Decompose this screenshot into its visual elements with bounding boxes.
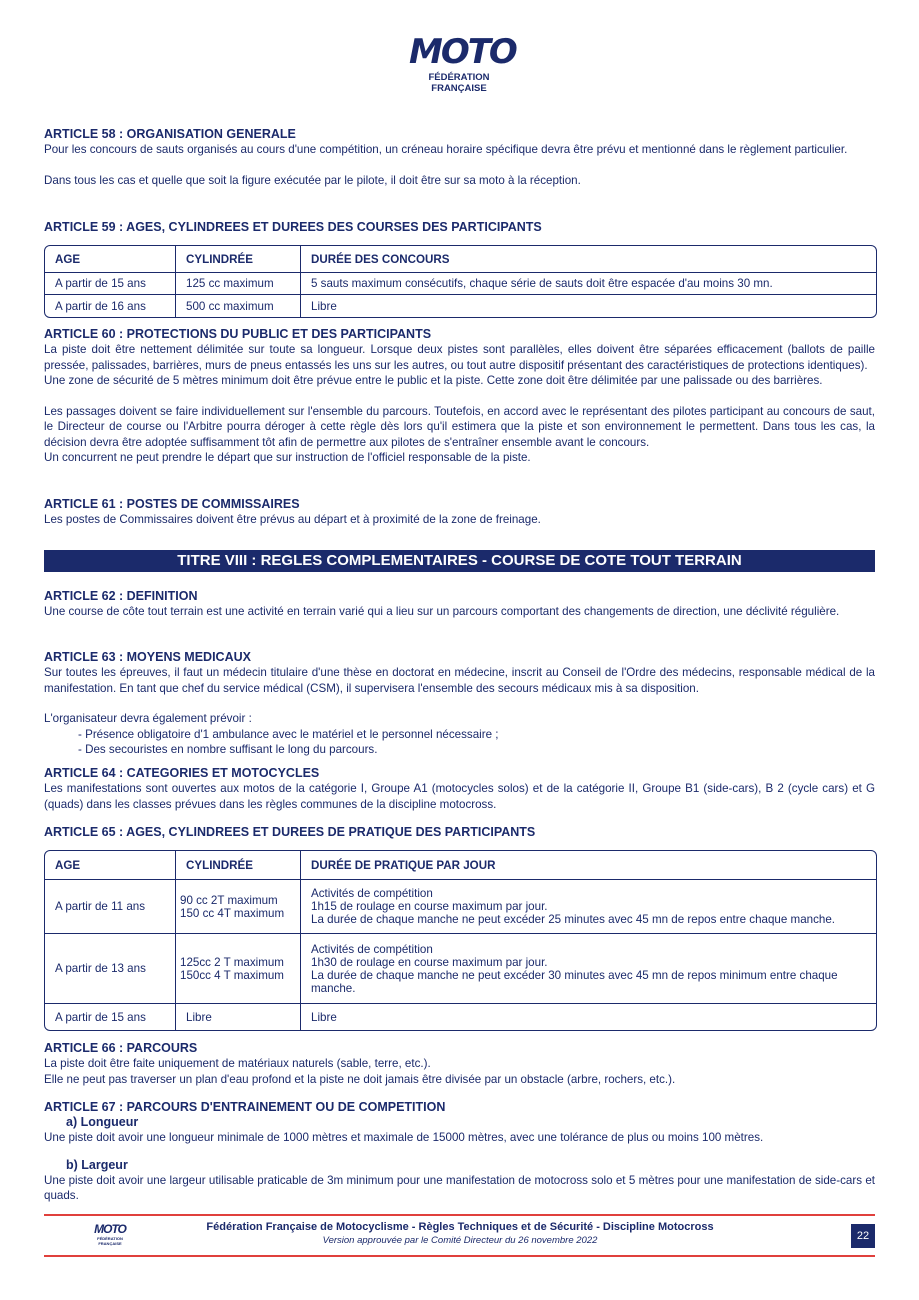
duree-line: 1h30 de roulage en course maximum par jour. [311,955,548,969]
footer-divider-bottom [44,1255,875,1257]
cell-cylindree: Libre [176,1004,301,1030]
cell-cylindree [176,934,301,1004]
table-row [45,273,876,295]
article-64-p1: Les manifestations sont ouvertes aux motos de la catégorie I, Groupe A1 (motocycles solos) et de la catégorie II, Groupe B1 (side-cars), B 2 (cycle cars) et G (quads) dans les classes prévues dans les règles communes de la discipline motocross. [44,782,875,811]
cell-duree: Libre [311,299,337,313]
logo-line1: FÉDÉRATION [428,72,490,83]
article-62 [44,589,875,620]
article-64 [44,766,875,812]
article-58-p2: Dans tous les cas et quelle que soit la figure exécutée par le pilote, il doit être sur sa moto à la réception. [44,173,581,187]
article-66-title: ARTICLE 66 : PARCOURS [44,1041,198,1055]
page-number: 22 [851,1224,875,1248]
duree-line: La durée de chaque manche ne peut excéder 25 minutes avec 45 mn de repos entre chaque manche. [311,913,836,926]
col-age: AGE [45,246,176,273]
col-duree: DURÉE DES CONCOURS [301,246,876,273]
list-item: - Présence obligatoire d'1 ambulance avec le matériel et le personnel nécessaire ; [78,727,499,741]
footer-version: Version approuvée par le Comité Directeur du 26 novembre 2022 [322,1235,598,1246]
footer-logo-sub: FÉDÉRATION FRANÇAISE [97,1236,123,1246]
table-row [45,880,876,934]
cell-age: A partir de 15 ans [45,1004,176,1030]
article-61-p1: Les postes de Commissaires doivent être prévus au départ et à proximité de la zone de freinage. [44,513,541,526]
cell-duree [301,880,876,934]
article-66-p1: La piste doit être faite uniquement de matériaux naturels (sable, terre, etc.). [44,1057,431,1070]
article-63 [44,650,875,758]
logo-moto-text: MOTO [409,32,516,72]
article-64-title: ARTICLE 64 : CATEGORIES ET MOTOCYCLES [44,766,320,780]
cyl-line: 90 cc 2T maximum [180,893,278,907]
cyl-line: 150cc 4 T maximum [180,968,284,982]
list-item: - Des secouristes en nombre suffisant le long du parcours. [78,743,378,756]
article-65-table [44,850,877,1031]
duree-line: Activités de compétition [311,942,433,956]
article-59 [44,220,875,235]
table-row [45,1004,876,1030]
article-60-title: ARTICLE 60 : PROTECTIONS DU PUBLIC ET DES PARTICIPANTS [44,327,432,341]
footer-text [160,1220,760,1248]
article-67-b-text: Une piste doit avoir une largeur utilisable praticable de 3m minimum pour une manifestation de motocross solo et 5 mètres pour une manifestation de side-cars et quads. [44,1173,875,1202]
article-58-p1: Pour les concours de sauts organisés au cours d'une compétition, un créneau horaire spécifique devra être prévu et mentionné dans le règlement particulier. [44,143,848,156]
col-duree: DURÉE DE PRATIQUE PAR JOUR [301,851,876,880]
article-67-a-text: Une piste doit avoir une longueur minimale de 1000 mètres et maximale de 15000 mètres, avec une tolérance de plus ou moins 100 mètres. [44,1131,764,1144]
col-cylindree: CYLINDRÉE [176,246,301,273]
article-62-p1: Une course de côte tout terrain est une activité en terrain varié qui a lieu sur un parcours comportant des changements de direction, une déclivité régulière. [44,605,840,618]
duree-line: Activités de compétition [311,887,433,900]
article-59-title: ARTICLE 59 : AGES, CYLINDREES ET DUREES DES COURSES DES PARTICIPANTS [44,220,542,234]
article-67-a-title: a) Longueur [66,1115,139,1129]
article-66 [44,1041,875,1087]
logo-line2: FRANÇAISE [431,83,487,94]
article-66-p2: Elle ne peut pas traverser un plan d'eau profond et la piste ne doit jamais être divisée par un obstacle (arbre, rochers, etc.). [44,1072,676,1086]
cell-duree: 5 sauts maximum consécutifs, chaque série de sauts doit être espacée d'au moins 30 mn. [301,273,876,295]
footer-logo-moto: MOTO [94,1222,126,1236]
article-59-table [44,245,877,318]
article-60-p2: Une zone de sécurité de 5 mètres minimum doit être prévue entre le public et la piste. Cette zone doit être délimitée par une palissade ou des barrières. [44,374,823,387]
cell-duree: Libre [311,1010,337,1024]
cell-age: A partir de 15 ans [45,273,176,295]
cell-duree [301,934,876,1004]
article-60-p4: Un concurrent ne peut prendre le départ que sur instruction de l'officiel responsable de la piste. [44,451,531,464]
cell-cylindree [176,880,301,934]
article-60-p1: La piste doit être nettement délimitée sur toute sa longueur. Lorsque deux pistes sont parallèles, elles doivent être séparées efficacement (ballots de paille pressée, palissades, barrières, murs de pneus entassés les uns sur les autres, ou tout autre dispositif présentant des caractéristiques de protections identiques). [44,343,875,372]
footer-logo [92,1222,128,1246]
cell-cylindree: 500 cc maximum [176,295,301,317]
cyl-line: 150 cc 4T maximum [180,906,285,920]
cell-age: A partir de 16 ans [45,295,176,317]
table-row [45,934,876,1004]
article-61 [44,497,875,528]
article-60-p3: Les passages doivent se faire individuellement sur l'ensemble du parcours. Toutefois, en accord avec le représentant des pilotes participant au concours de saut, le Directeur de course ou l'Arbitre pourra déroger à cette règle dès lors qu'il estimera que la piste et son environnement le permettent. Dans tous les cas, la décision devra être adoptée suffisamment tôt afin de permettre aux pilotes de s'entraîner ensemble avant le concours. [44,404,875,449]
footer-title: Fédération Française de Motocyclisme - Règles Techniques et de Sécurité - Discipline Motocross [206,1221,714,1233]
article-58-title: ARTICLE 58 : ORGANISATION GENERALE [44,127,296,141]
duree-line: La durée de chaque manche ne peut excéder 30 minutes avec 45 mn de repos minimum entre chaque manche. [311,968,838,995]
article-67 [44,1100,875,1204]
cyl-line: 125cc 2 T maximum [180,955,284,969]
table-row [45,295,876,317]
article-65 [44,825,875,840]
duree-line: 1h15 de roulage en course maximum par jour. [311,900,548,913]
titre-viii-banner: TITRE VIII : REGLES COMPLEMENTAIRES - COURSE DE COTE TOUT TERRAIN [44,550,875,572]
footer-divider-top [44,1214,875,1216]
cell-cylindree: 125 cc maximum [176,273,301,295]
cell-age: A partir de 13 ans [45,934,176,1004]
article-65-title: ARTICLE 65 : AGES, CYLINDREES ET DUREES DE PRATIQUE DES PARTICIPANTS [44,825,536,839]
article-63-p2: L'organisateur devra également prévoir : [44,712,252,725]
article-58 [44,127,875,188]
article-67-b-title: b) Largeur [66,1157,128,1172]
article-62-title: ARTICLE 62 : DEFINITION [44,589,198,603]
article-63-p1: Sur toutes les épreuves, il faut un médecin titulaire d'une thèse en doctorat en médecine, inscrit au Conseil de l'Ordre des médecins, responsable médical de la manifestation. En tant que chef du service médical (CSM), il supervisera l'ensemble des secours médicaux mis à sa disposition. [44,666,875,695]
cell-age: A partir de 11 ans [45,880,176,934]
article-63-title: ARTICLE 63 : MOYENS MEDICAUX [44,650,251,664]
article-67-title: ARTICLE 67 : PARCOURS D'ENTRAINEMENT OU DE COMPETITION [44,1100,446,1114]
article-60 [44,327,875,466]
ffm-logo [409,32,516,106]
article-61-title: ARTICLE 61 : POSTES DE COMMISSAIRES [44,497,300,511]
col-cylindree: CYLINDRÉE [176,851,301,880]
col-age: AGE [45,851,176,880]
